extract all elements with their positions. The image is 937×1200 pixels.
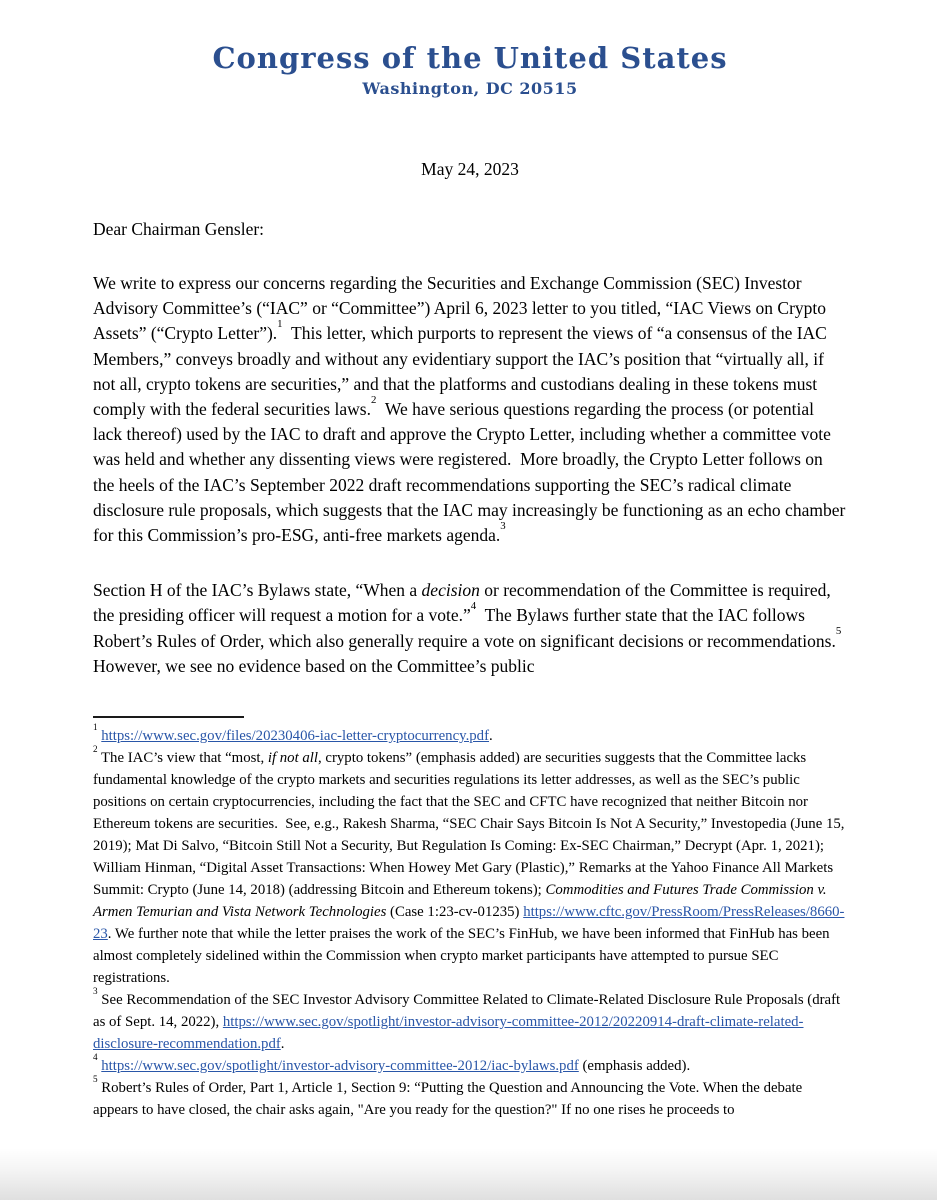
page-bottom-shade	[0, 1148, 937, 1200]
footnote-4-number: 4	[93, 1051, 98, 1062]
footnote-ref-5: 5	[835, 625, 842, 638]
p2-italic-decision: decision	[421, 580, 480, 601]
footnote-2-text-2: , crypto tokens” (emphasis added) are securities suggests that the Committee lacks fundamental knowledge of the crypto markets and securities regulations its letter addresses, as well as the SEC’s public positions on certain cryptocurrencies, including the fact that the SEC and CFTC have recognized that neither Bitcoin nor Ethereum tokens are securities. See, e.g., Rakesh Sharma, “SEC Chair Says Bitcoin Is Not A Security,” Investopedia (June 15, 2019); Mat Di Salvo, “Bitcoin Still Not a Security, But Regulation Is Coming: Ex-SEC Chairman,” Decrypt (Apr. 1, 2021); William Hinman, “Digital Asset Transactions: When Howey Met Gary (Plastic),” Remarks at the Yahoo Finance All Markets Summit: Crypto (June 14, 2018) (addressing Bitcoin and Ethereum tokens);	[93, 750, 849, 899]
footnote-1-number: 1	[93, 721, 98, 732]
letterhead	[93, 0, 847, 99]
footnote-4-text: (emphasis added).	[578, 1058, 691, 1075]
footnote-ref-2: 2	[370, 393, 377, 406]
footnote-5-number: 5	[93, 1073, 98, 1084]
footnote-4-link[interactable]: https://www.sec.gov/spotlight/investor-advisory-committee-2012/iac-bylaws.pdf	[101, 1058, 579, 1075]
salutation: Dear Chairman Gensler:	[93, 219, 265, 239]
footnotes-section	[93, 721, 849, 1121]
p2-text-4: However, we see no evidence based on the Committee’s public	[93, 630, 851, 676]
p1-text-2: This letter, which purports to represent the views of “a consensus of the IAC Members,” conveys broadly and without any evidentiary support the IAC’s position that “virtually all, if not all, crypto tokens are securities,” and that the platforms and custodians dealing in these tokens must comply with the federal securities laws.	[93, 323, 832, 420]
footnote-3-text-2: .	[280, 1036, 285, 1053]
footnote-5	[93, 1073, 847, 1121]
footnote-ref-4: 4	[470, 600, 477, 613]
footnote-4	[93, 1051, 847, 1077]
p2-text-1: Section H of the IAC’s Bylaws state, “When a	[93, 580, 422, 601]
footnote-1-link[interactable]: https://www.sec.gov/files/20230406-iac-letter-cryptocurrency.pdf	[101, 728, 490, 745]
letter-date: May 24, 2023	[421, 159, 519, 179]
p2-text-3: The Bylaws further state that the IAC follows Robert’s Rules of Order, which also generally require a vote on significant decisions or recommendations.	[93, 605, 836, 651]
footnote-1	[93, 721, 847, 747]
p1-text-3: We have serious questions regarding the process (or potential lack thereof) used by the IAC to draft and approve the Crypto Letter, including whether a committee vote was held and whether any dissenting views were registered. More broadly, the Crypto Letter follows on the heels of the IAC’s September 2022 draft recommendations supporting the SEC’s radical climate disclosure rule proposals, which suggests that the IAC may increasingly be functioning as an echo chamber for this Commission’s pro-ESG, anti-free markets agenda.	[93, 399, 850, 546]
footnote-2	[93, 743, 849, 989]
footnote-ref-3: 3	[500, 519, 506, 532]
footnote-2-italic-1: if not all	[267, 750, 319, 767]
paragraph-2	[93, 578, 851, 679]
footnote-2-text-4: . We further note that while the letter praises the work of the SEC’s FinHub, we have been informed that FinHub has been almost completely sidelined within the Commission when crypto market participants have attempted to pursue SEC registrations.	[93, 926, 834, 987]
footnote-2-link[interactable]: https://www.cftc.gov/PressRoom/PressReleases/8660-23	[93, 904, 845, 943]
footnote-2-italic-case: Commodities and Futures Trade Commission v. Armen Temurian and Vista Network Technologies	[93, 882, 831, 921]
p2-text-2: or recommendation of the Committee is required, the presiding officer will request a motion for a vote.”	[93, 580, 836, 626]
footnote-ref-1: 1	[277, 318, 283, 331]
footnote-separator	[93, 716, 244, 718]
footnote-2-text-1: The IAC’s view that “most,	[97, 750, 268, 767]
footnote-1-text: .	[489, 728, 493, 745]
footnote-3-number: 3	[93, 985, 98, 996]
footnote-2-text-3: (Case 1:23-cv-01235)	[386, 904, 524, 921]
paragraph-1	[93, 271, 850, 548]
footnote-2-number: 2	[93, 743, 98, 754]
footnote-3-link[interactable]: https://www.sec.gov/spotlight/investor-advisory-committee-2012/20220914-draft-climate-related-disclosure-recommendation.pdf	[93, 1014, 804, 1053]
p1-text-1: We write to express our concerns regarding the Securities and Exchange Commission (SEC) Investor Advisory Committee’s (“IAC” or “Committee”) April 6, 2023 letter to you titled, “IAC Views on Crypto Assets” (“Crypto Letter”).	[93, 273, 830, 344]
footnote-5-text: Robert’s Rules of Order, Part 1, Article 1, Section 9: “Putting the Question and Announcing the Vote. When the debate appears to have closed, the chair asks again, "Are you ready for the question?" If no one rises he proceeds to	[93, 1080, 806, 1119]
letterhead-address: Washington, DC 20515	[362, 79, 578, 98]
footnote-3	[93, 985, 847, 1055]
letterhead-title: Congress of the United States	[212, 41, 728, 75]
footnote-3-text-1: See Recommendation of the SEC Investor Advisory Committee Related to Climate-Related Disclosure Rule Proposals (draft as of Sept. 14, 2022),	[93, 992, 844, 1031]
